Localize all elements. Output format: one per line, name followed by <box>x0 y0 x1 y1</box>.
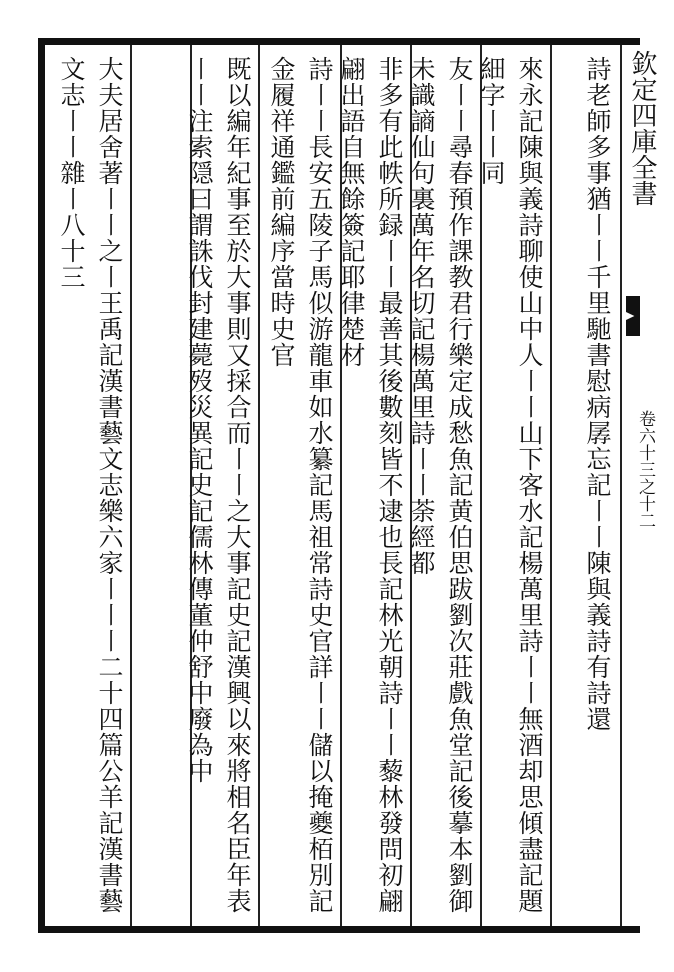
text-column-3: 友〡〡尋春預作課教君行樂定成愁魚記黄伯思跋劉次莊戲魚堂記後摹本劉御未識謪仙句裏萬年名切記楊萬里詩〡〡荼經都 <box>407 56 474 914</box>
column-rule <box>130 45 132 926</box>
text-column-1: 詩老師多事猶〡〡千里馳書慰病孱忘記〡〡陳與義詩有詩還 <box>583 56 612 732</box>
frame-top-border <box>40 38 640 45</box>
column-rule <box>258 45 260 926</box>
margin-book-title: 欽定四庫全書 <box>627 50 657 206</box>
frame-left-border <box>38 38 45 933</box>
text-column-6: 既以編年紀事至於大事則又採合而〡〡之大事記史記漢興以來將相名臣年表〡〡注索隠曰謂誅伐封建薨歿災異記史記儒林傳董仲舒中廢為中 <box>185 56 252 914</box>
column-rule <box>550 45 552 926</box>
frame-bottom-border <box>40 926 640 933</box>
text-column-2: 來永記陳與義詩聊使山中人〡〡山下客水記楊萬里詩〡〡無酒却思傾盡記題細字〡〡同 <box>477 56 544 914</box>
text-column-4: 非多有此帙所録〡〡最善其後數刻皆不逮也長記林光朝詩〡〡藜林發問初翩翩出語自無餘簽記耶律楚材 <box>337 56 404 914</box>
text-column-7: 大夫居舍著〡〡之〡王禹記漢書藝文志樂六家〡〡〡二十四篇公羊記漢書藝文志〡〡雜〡八十三 <box>57 56 124 914</box>
text-column-5: 詩〡〡長安五陵子馬似游龍車如水纂記馬祖常詩史官詳〡〡儲以掩夔栢別記金履祥通鑑前編序當時史官 <box>267 56 334 914</box>
margin-volume-label: 卷六十三之十二 <box>635 410 655 529</box>
